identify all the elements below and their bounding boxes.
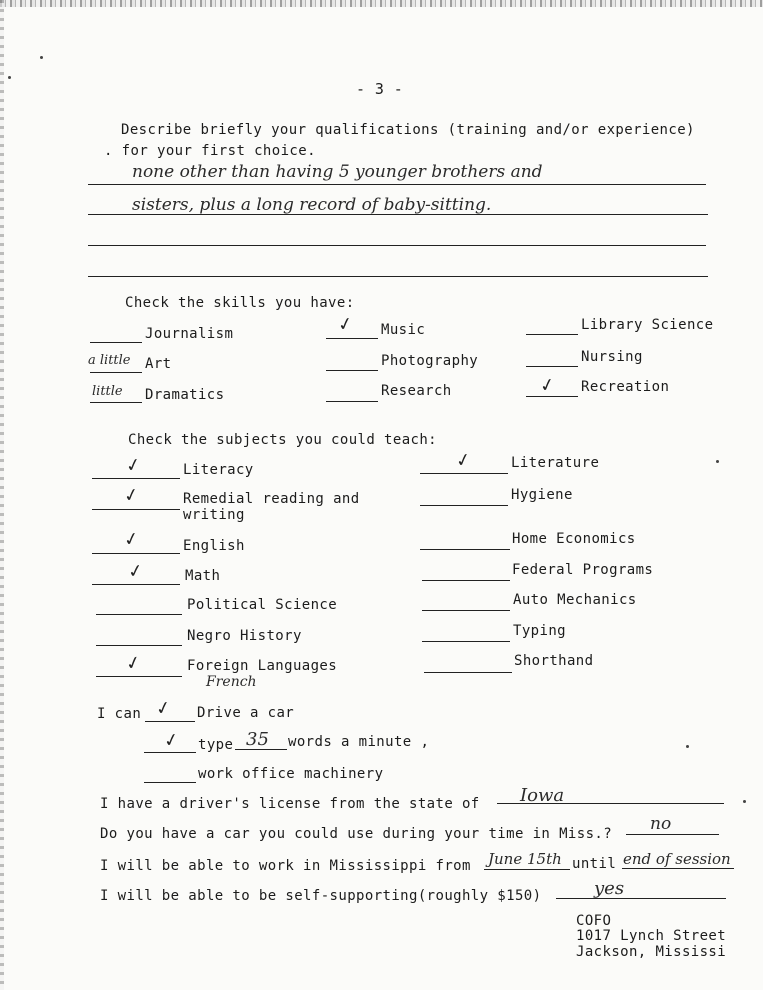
support-answer-blank[interactable] [556,898,726,899]
qualifications-prompt-cont: . for your first choice. [104,143,316,159]
support-answer[interactable]: yes [594,878,625,899]
subject-blank-foreign-languages[interactable] [96,676,182,677]
subject-auto-mechanics: Auto Mechanics [513,592,637,608]
subject-mark-literature[interactable]: ✓ [453,448,474,473]
subject-hygiene: Hygiene [511,487,573,503]
ability-blank-machinery[interactable] [144,782,196,783]
subject-blank-home-economics[interactable] [420,549,510,550]
skill-mark-recreation[interactable]: ✓ [537,373,558,398]
address-line1: COFO [576,913,612,929]
scan-speck [40,56,43,59]
subject-mark-english[interactable]: ✓ [121,527,142,552]
subject-blank-literature[interactable] [420,473,508,474]
subject-shorthand: Shorthand [514,653,594,669]
subject-foreign-languages: Foreign Languages [187,658,338,674]
license-answer-blank[interactable] [497,803,724,804]
skill-photography: Photography [381,353,479,369]
subject-typing: Typing [513,623,566,639]
skill-music: Music [381,322,426,338]
subject-math: Math [185,568,221,584]
subject-blank-typing[interactable] [422,641,510,642]
skill-blank-research[interactable] [326,401,378,402]
qualifications-prompt: Describe briefly your qualifications (training and/or experience) [121,122,695,138]
subject-federal-programs: Federal Programs [512,562,654,578]
skill-journalism: Journalism [145,326,234,342]
skill-mark-art[interactable]: a little [88,353,131,368]
subject-mark-remedial[interactable]: ✓ [121,483,142,508]
license-label: I have a driver's license from the state of [100,796,480,812]
ability-drive: Drive a car [197,705,295,721]
ability-mark-drive[interactable]: ✓ [153,696,174,721]
skill-nursing: Nursing [581,349,643,365]
subject-blank-math[interactable] [92,584,180,585]
skill-blank-library-science[interactable] [526,334,578,335]
subject-blank-negro-history[interactable] [96,645,182,646]
skill-dramatics: Dramatics [145,387,225,403]
skill-blank-art[interactable] [90,372,142,373]
skill-blank-journalism[interactable] [90,342,142,343]
scan-edge-left [0,0,4,990]
subject-foreign-languages-note[interactable]: French [206,674,257,690]
work-until[interactable]: end of session [623,850,731,868]
page-number: - 3 - [356,80,404,98]
work-from[interactable]: June 15th [488,850,562,868]
car-answer-blank[interactable] [626,834,719,835]
car-label: Do you have a car you could use during your time in Miss.? [100,826,613,842]
support-label: I will be able to be self-supporting(roughly $150) [100,888,542,904]
ability-blank-type[interactable] [144,752,196,753]
subject-blank-hygiene[interactable] [420,505,508,506]
skill-blank-music[interactable] [326,338,378,339]
ability-type-suffix: words a minute , [288,734,430,750]
qualifications-answer-line1[interactable]: none other than having 5 younger brothers and [132,162,543,182]
subject-blank-auto-mechanics[interactable] [422,610,510,611]
scan-speck [716,460,719,463]
ability-machinery: work office machinery [198,766,384,782]
ability-type-label: type [198,737,234,753]
qualifications-answer-line2[interactable]: sisters, plus a long record of baby-sitting. [132,195,492,215]
subject-mark-foreign-languages[interactable]: ✓ [123,651,144,676]
work-until-label: until [572,856,617,872]
subject-mark-literacy[interactable]: ✓ [123,453,144,478]
subject-blank-federal-programs[interactable] [422,580,510,581]
scan-edge-top [0,0,763,7]
address-line2: 1017 Lynch Street [576,928,727,944]
scan-speck [8,76,11,79]
skill-mark-music[interactable]: ✓ [335,312,356,337]
subject-blank-english[interactable] [92,553,180,554]
scan-speck [743,800,746,803]
work-from-blank[interactable] [484,869,570,870]
license-answer[interactable]: Iowa [520,785,565,806]
skill-blank-photography[interactable] [326,370,378,371]
subject-political-science: Political Science [187,597,338,613]
answer-rule [88,214,708,215]
subject-mark-math[interactable]: ✓ [126,559,145,584]
subject-blank-remedial[interactable] [92,509,180,510]
answer-rule [88,184,706,185]
address-line3: Jackson, Mississi [576,944,727,960]
abilities-prefix: I can [97,706,142,722]
skill-research: Research [381,383,452,399]
subject-remedial: Remedial reading and [183,491,360,507]
subject-literacy: Literacy [183,462,254,478]
skills-heading: Check the skills you have: [125,295,355,311]
scan-speck [686,745,689,748]
ability-mark-type[interactable]: ✓ [161,728,182,753]
answer-rule[interactable] [88,276,708,277]
work-until-blank[interactable] [622,868,734,869]
subjects-heading: Check the subjects you could teach: [128,432,438,448]
subject-blank-political-science[interactable] [96,614,182,615]
skill-recreation: Recreation [581,379,670,395]
skill-art: Art [145,356,172,372]
subject-english: English [183,538,245,554]
ability-type-wpm-blank[interactable] [235,749,287,750]
subject-blank-literacy[interactable] [92,478,180,479]
work-label: I will be able to work in Mississippi from [100,858,471,874]
skill-blank-nursing[interactable] [526,366,578,367]
subject-literature: Literature [511,455,600,471]
subject-blank-shorthand[interactable] [424,672,512,673]
skill-blank-recreation[interactable] [526,396,578,397]
subject-remedial-cont: writing [183,507,245,523]
ability-blank-drive[interactable] [145,721,195,722]
skill-blank-dramatics[interactable] [90,402,142,403]
car-answer[interactable]: no [650,814,672,834]
subject-home-economics: Home Economics [512,531,636,547]
subject-negro-history: Negro History [187,628,302,644]
skill-mark-dramatics[interactable]: little [92,384,123,399]
answer-rule[interactable] [88,245,706,246]
ability-type-wpm[interactable]: 35 [246,729,269,750]
skill-library-science: Library Science [581,317,714,333]
